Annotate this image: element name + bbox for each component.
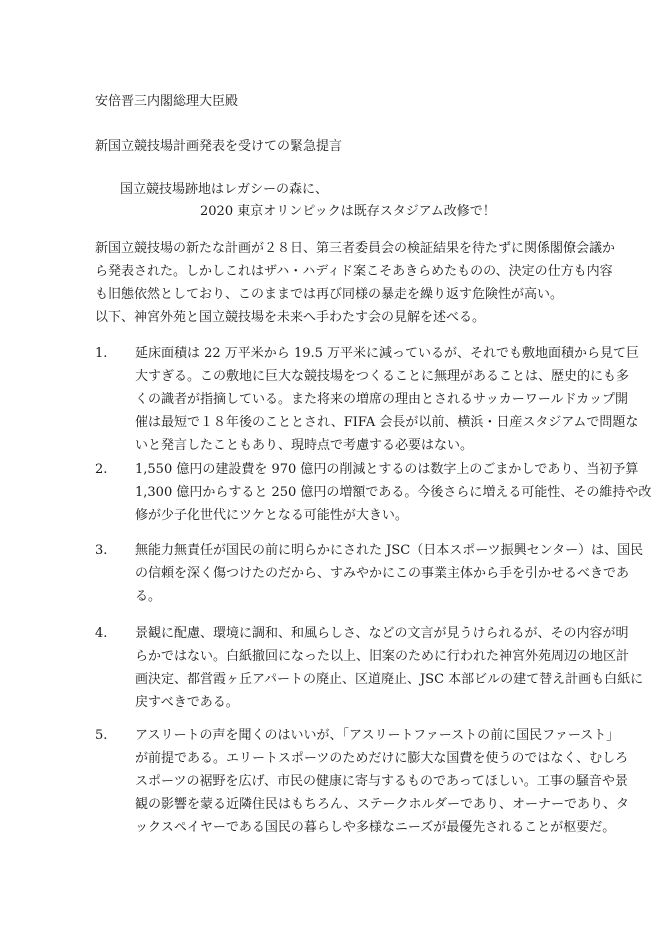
item-line: 観の影響を蒙る近隣住民はもちろん、ステークホルダーであり、オーナーであり、タ: [135, 797, 630, 812]
item-body: [135, 724, 629, 839]
item-body: [135, 342, 639, 457]
item-number: 1.: [95, 346, 108, 361]
item-body: [135, 622, 643, 714]
item-line: らかではない。白紙撤回になった以上、旧案のために行われた神宮外苑周辺の地区計: [135, 649, 630, 664]
item-line: 催は最短で１８年後のこととされ、FIFA 会長が以前、横浜・日産スタジアムで問題な: [135, 415, 639, 430]
item-line: スポーツの裾野を広げ、市民の健康に寄与するものであってほしい。工事の騒音や景: [135, 774, 628, 789]
item-line: が前提である。エリートスポーツのためだけに膨大な国費を使うのではなく、むしろ: [135, 751, 629, 766]
item-line: る。: [135, 589, 162, 604]
item-line: 1,550 億円の建設費を 970 億円の削減とするのは数字上のごまかしであり、当初予算: [135, 462, 639, 477]
intro-line: ら発表された。しかしこれはザハ・ハディド案こそあきらめたものの、決定の仕方も内容: [95, 264, 613, 279]
addressee: 安倍晋三内閣総理大臣殿: [95, 94, 239, 109]
item-line: くの識者が指摘している。また将来の増席の理由とされるサッカーワールドカップ開: [135, 392, 628, 407]
item-number: 2.: [95, 462, 108, 477]
item-line: 戻すべきである。: [135, 695, 239, 710]
document-title: 新国立競技場計画発表を受けての緊急提言: [95, 139, 343, 154]
item-line: いと発言したこともあり、現時点で考慮する必要はない。: [135, 438, 474, 453]
item-number: 4.: [95, 626, 108, 641]
item-body: [135, 458, 651, 527]
item-line: 景観に配慮、環境に調和、和風らしさ、などの文言が見うけられるが、その内容が明: [135, 626, 629, 641]
item-line: 画決定、都営霞ヶ丘アパートの廃止、区道廃止、JSC 本部ビルの建て替え計画も白紙に: [135, 672, 644, 687]
item-line: 大すぎる。この敷地に巨大な競技場をつくることに無理があることは、歴史的にも多: [135, 369, 630, 384]
item-number: 3.: [95, 543, 108, 558]
item-number: 5.: [95, 728, 108, 743]
item-line: 1,300 億円からすると 250 億円の増額である。今後さらに増える可能性、その維持や改: [135, 485, 652, 500]
slogan-line-2: 2020 東京オリンピックは既存スタジアム改修で！: [200, 204, 496, 219]
intro-line: も旧態依然としており、このままでは再び同様の暴走を繰り返す危険性が高い。: [95, 287, 564, 302]
slogan-line-1: 国立競技場跡地はレガシーの森に、: [120, 182, 329, 197]
item-body: [135, 539, 643, 608]
intro-line: 以下、神宮外苑と国立競技場を未来へ手わたす会の見解を述べる。: [95, 310, 486, 325]
item-line: 修が少子化世代にツケとなる可能性が大きい。: [135, 508, 408, 523]
item-line: ックスペイヤーである国民の暮らしや多様なニーズが最優先されることが枢要だ。: [135, 820, 616, 835]
item-line: 無能力無責任が国民の前に明らかにされた JSC（日本スポーツ振興センター）は、国民: [135, 543, 644, 558]
item-line: の信頼を深く傷つけたのだから、すみやかにこの事業主体から手を引かせるべきであ: [135, 566, 630, 581]
item-line: 延床面積は 22 万平米から 19.5 万平米に減っているが、それでも敷地面積から見て巨: [135, 346, 640, 361]
intro-paragraph: [95, 237, 616, 329]
item-line: アスリートの声を聞くのはいいが、「アスリートファーストの前に国民ファースト」: [135, 728, 620, 743]
intro-line: 新国立競技場の新たな計画が２８日、第三者委員会の検証結果を待たずに関係閣僚会議か: [95, 241, 616, 256]
